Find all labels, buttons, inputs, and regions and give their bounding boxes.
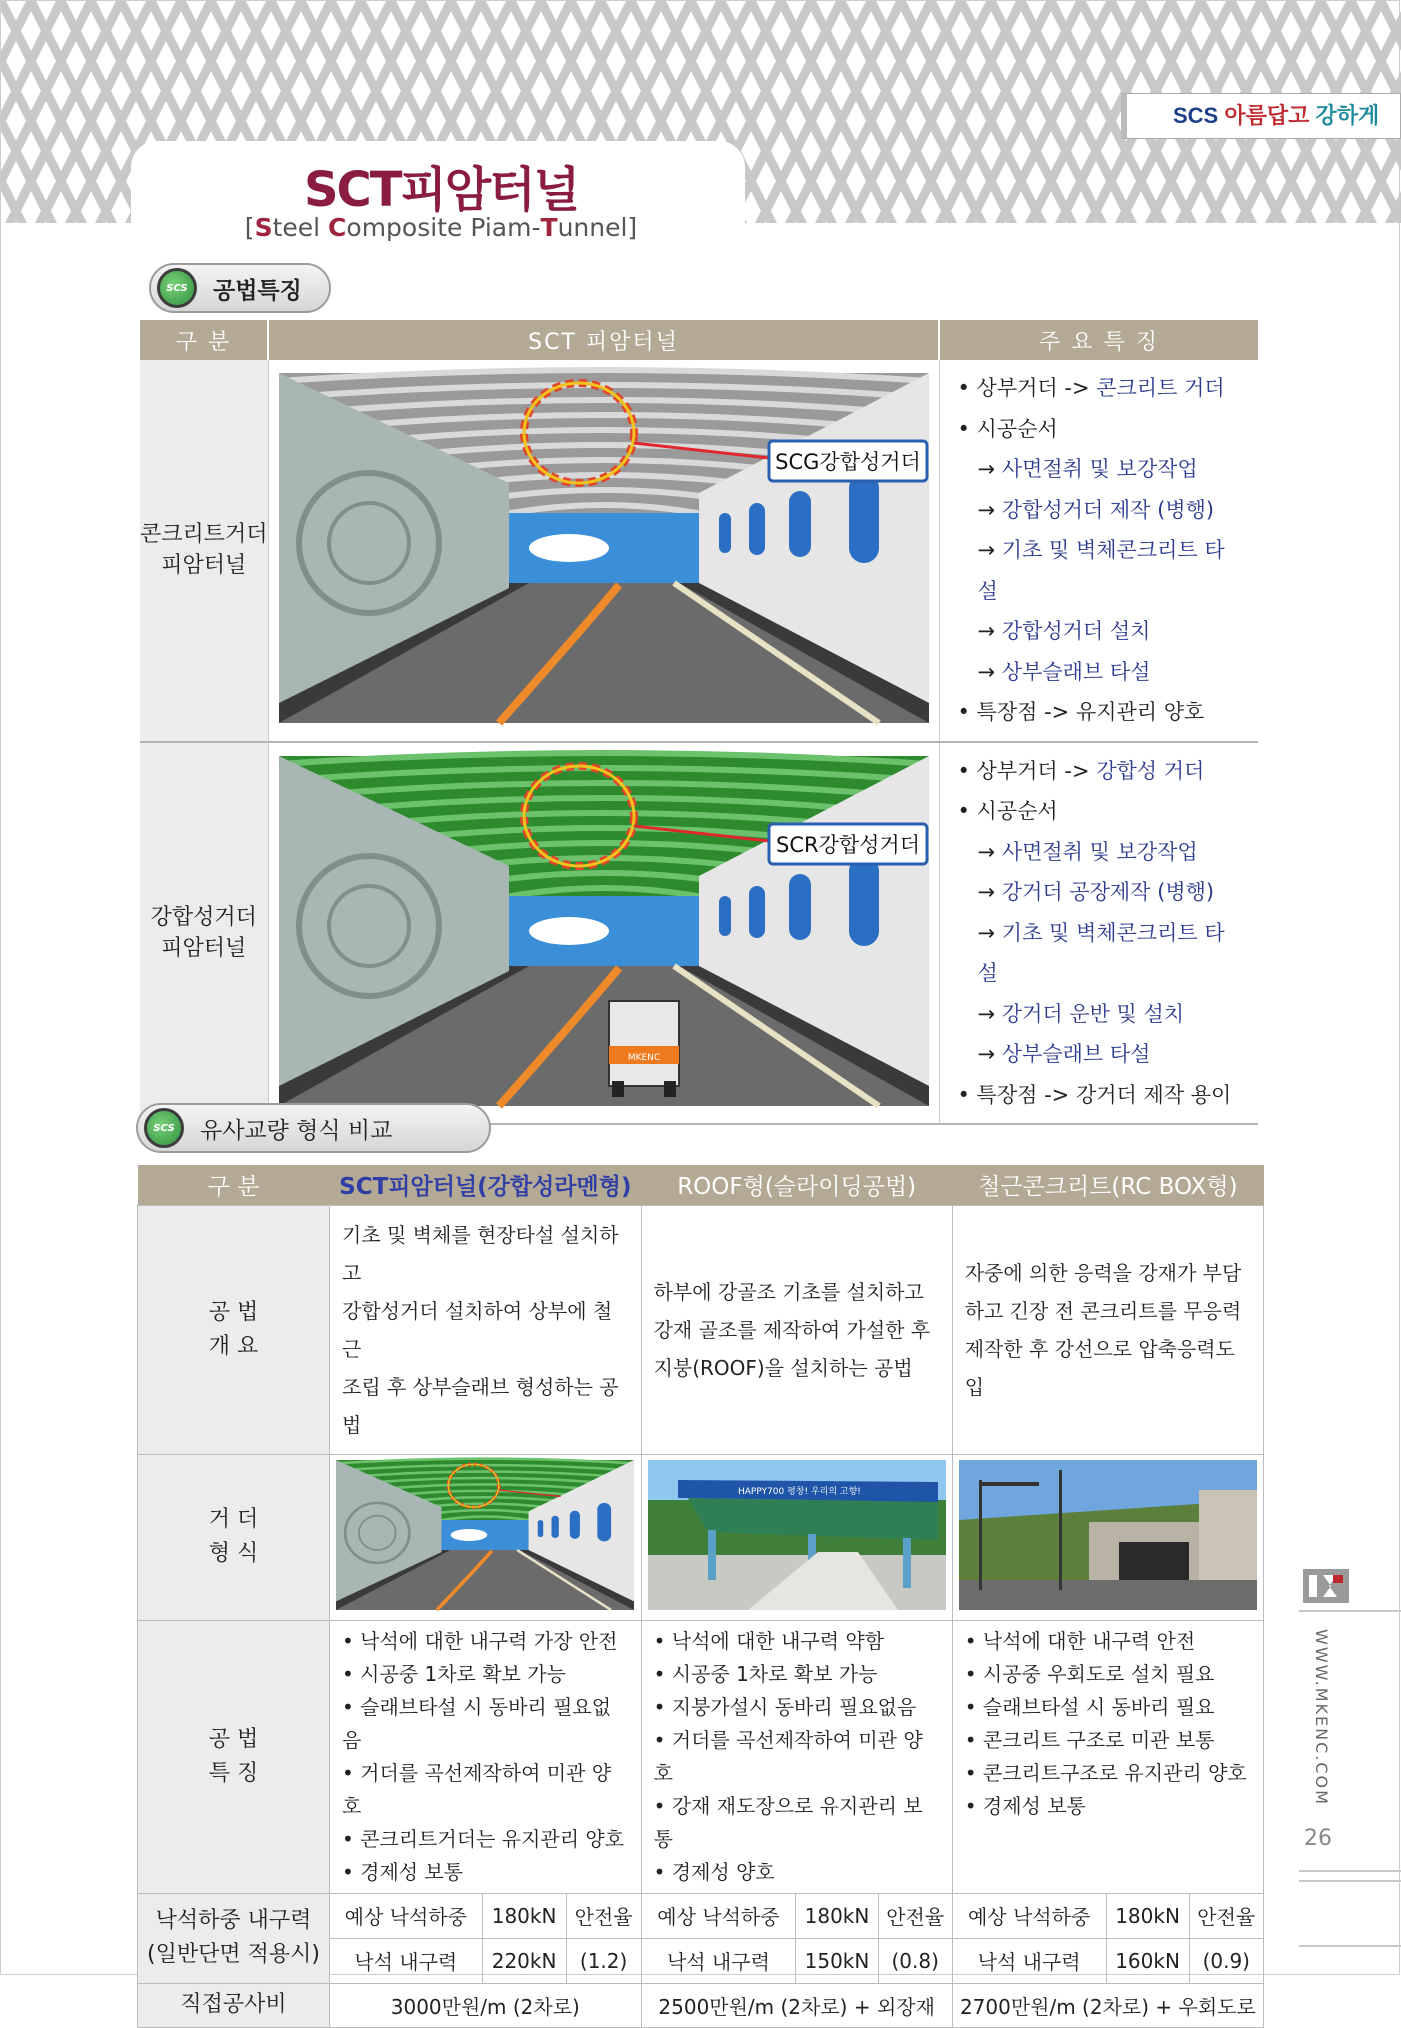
feature-line: → 상부슬래브 타설 (977, 659, 1151, 684)
line: • 시공중 우회도로 설치 필요 (964, 1661, 1215, 1686)
page-title: SCT피암터널 (303, 162, 578, 218)
feature-line: → 강합성거더 제작 (병행) (977, 497, 1215, 522)
line: 강합성거더 설치하여 상부에 철근 (342, 1298, 613, 1361)
row-label: 직접공사비 (138, 1983, 330, 2027)
scs-logo-icon: SCS (144, 1108, 184, 1148)
line: • 경제성 보통 (342, 1859, 464, 1884)
cost-cell: 2700만원/m (2차로) + 우회도로 (952, 1983, 1263, 2027)
arch-window (849, 473, 879, 563)
cell: 180kN (1106, 1893, 1189, 1938)
section-label-features (149, 263, 331, 313)
section-label-comparison (136, 1103, 491, 1153)
tunnel-illustration-concrete (268, 360, 939, 742)
arch-window (789, 491, 811, 557)
features-table (140, 320, 1258, 1125)
arch-window (719, 513, 731, 553)
cell: 안전율 (566, 1893, 641, 1938)
arch-window (789, 874, 811, 940)
truck (609, 1001, 679, 1086)
girder-type-row (138, 1454, 1264, 1620)
line: 자중에 의한 응력을 강재가 부담 (964, 1260, 1242, 1285)
line: 강재 골조를 제작하여 가설한 후 (653, 1317, 931, 1342)
feature-line: • 시공순서 (957, 799, 1058, 823)
page-number: 26 (1304, 1826, 1332, 1851)
line: 하부에 강골조 기초를 설치하고 (653, 1279, 924, 1304)
features-cell (330, 1620, 642, 1893)
cell: 150kN (796, 1938, 878, 1983)
cost-row (138, 1983, 1264, 2027)
line: 하고 긴장 전 콘크리트를 무응력 (964, 1298, 1242, 1323)
line: • 낙석에 대한 내구력 가장 안전 (342, 1628, 618, 1653)
method-features-row (138, 1620, 1264, 1893)
scs-logo-icon: SCS (157, 268, 197, 308)
feature-line: • 특장점 -> 유지관리 양호 (957, 700, 1205, 724)
line: • 낙석에 대한 내구력 약함 (653, 1628, 885, 1653)
subtitle-part: teel (272, 213, 329, 242)
truck-label: MKENC (627, 1052, 660, 1063)
line: • 거더를 곡선제작하여 미관 양호 (653, 1727, 923, 1785)
comparison-table (137, 1165, 1264, 2028)
row-category: 콘크리트거더 피암터널 (140, 360, 268, 742)
table-row (140, 360, 1258, 742)
features-cell (952, 1620, 1263, 1893)
cell: 180kN (796, 1893, 878, 1938)
overview-cell (330, 1205, 642, 1454)
feature-line: → 강거더 공장제작 (병행) (977, 880, 1215, 904)
cell: (0.9) (1189, 1938, 1263, 1983)
roof-photo (641, 1454, 952, 1620)
line: 조립 후 상부슬래브 형성하는 공법 (342, 1374, 619, 1437)
col-header-sct: SCT피암터널(강합성라멘형) (330, 1165, 642, 1205)
feature-line: → 강거더 운반 및 설치 (977, 1001, 1185, 1026)
cell: (1.2) (566, 1938, 641, 1983)
rcbox-tunnel-photo (959, 1460, 1257, 1610)
feature-line: • 상부거더 -> 강합성 거더 (957, 758, 1205, 783)
col-header-roof: ROOF형(슬라이딩공법) (641, 1165, 952, 1205)
section-title: 유사교량 형식 비교 (200, 1117, 393, 1144)
subtitle-part: omposite Piam- (346, 213, 541, 242)
col-header-tunnel: SCT 피암터널 (268, 320, 939, 360)
cell: 180kN (482, 1893, 566, 1938)
sct-photo (330, 1454, 642, 1620)
line: • 낙석에 대한 내구력 안전 (964, 1628, 1196, 1653)
arch-window (849, 856, 879, 946)
cell: 예상 낙석하중 (641, 1893, 796, 1938)
feature-list (939, 360, 1258, 742)
feature-line: → 기초 및 벽체콘크리트 타설 (977, 538, 1225, 603)
cell: 안전율 (1189, 1893, 1263, 1938)
line: • 콘크리트거더는 유지관리 양호 (342, 1826, 625, 1851)
cell: (0.8) (878, 1938, 952, 1983)
roof-structure-photo (648, 1460, 946, 1610)
subtitle-part: S (254, 213, 273, 242)
cell: 예상 낙석하중 (952, 1893, 1106, 1938)
row-label: 낙석하중 내구력 (일반단면 적용시) (138, 1893, 330, 1983)
feature-line: → 상부슬래브 타설 (977, 1042, 1151, 1066)
feature-line: • 시공순서 (957, 416, 1058, 441)
arch-window (749, 886, 765, 938)
line: • 거더를 곡선제작하여 미관 양호 (342, 1760, 612, 1818)
overview-cell (952, 1205, 1263, 1454)
subtitle-part: [ (244, 213, 255, 242)
feature-list (939, 742, 1258, 1125)
features-cell (641, 1620, 952, 1893)
tunnel-illustration-steel (268, 742, 939, 1125)
rcbox-photo (952, 1454, 1263, 1620)
overview-row (138, 1205, 1264, 1454)
roof-banner-text: HAPPY700 평창! 우리의 고향! (737, 1486, 861, 1497)
feature-line: → 강합성거더 설치 (977, 619, 1151, 643)
arch-window (749, 503, 765, 555)
col-header-rcbox: 철근콘크리트(RC BOX형) (952, 1165, 1263, 1205)
mkenc-logo-icon (1303, 1569, 1349, 1603)
cell: 낙석 내구력 (330, 1938, 483, 1983)
subtitle-part: C (328, 213, 347, 242)
cell: 안전율 (878, 1893, 952, 1938)
line: • 강재 재도장으로 유지관리 보통 (653, 1793, 923, 1851)
table-row (140, 742, 1258, 1125)
line: • 콘크리트 구조로 미관 보통 (964, 1727, 1215, 1752)
cell: 220kN (482, 1938, 566, 1983)
line: • 지붕가설시 동바리 필요없음 (653, 1694, 917, 1719)
line: • 콘크리트구조로 유지관리 양호 (964, 1760, 1247, 1785)
line: • 슬래브타설 시 동바리 필요 (964, 1694, 1215, 1719)
load-row-expected (138, 1893, 1264, 1938)
cost-cell: 3000만원/m (2차로) (330, 1983, 642, 2027)
feature-line: → 기초 및 벽체콘크리트 타설 (977, 920, 1225, 985)
arch-window (597, 1502, 611, 1541)
row-label: 공 법 특 징 (138, 1620, 330, 1893)
callout-label: SCR강합성거더 (775, 832, 920, 857)
cell: 예상 낙석하중 (330, 1893, 483, 1938)
row-category: 강합성거더 피암터널 (140, 742, 268, 1125)
feature-line: → 사면절취 및 보강작업 (977, 839, 1198, 864)
arch-window (538, 1520, 544, 1537)
feature-line: → 사면절취 및 보강작업 (977, 457, 1198, 481)
row-label: 공 법 개 요 (138, 1205, 330, 1454)
line: • 슬래브타설 시 동바리 필요없음 (342, 1694, 612, 1752)
cell: 160kN (1106, 1938, 1189, 1983)
line: • 시공중 1차로 확보 가능 (342, 1661, 566, 1686)
feature-line: • 특장점 -> 강거더 제작 용이 (957, 1082, 1232, 1107)
line: 지붕(ROOF)을 설치하는 공법 (653, 1355, 913, 1380)
line: 기초 및 벽체를 현장타설 설치하고 (342, 1222, 619, 1285)
callout-label: SCG강합성거더 (774, 450, 921, 475)
arch-window (570, 1510, 580, 1538)
subtitle-part: unnel] (557, 213, 638, 242)
line: • 경제성 보통 (964, 1793, 1086, 1818)
subtitle-part: T (540, 213, 558, 242)
brand-slogan: SCS 아름답고 강하게 (1121, 93, 1401, 139)
overview-cell (641, 1205, 952, 1454)
line: • 경제성 양호 (653, 1859, 775, 1884)
section-title: 공법특징 (213, 277, 302, 304)
arch-window (551, 1515, 558, 1537)
col-header-features: 주 요 특 징 (939, 320, 1258, 360)
page-subtitle (201, 213, 681, 242)
line: • 시공중 1차로 확보 가능 (653, 1661, 878, 1686)
line: 제작한 후 강선으로 압축응력도입 (964, 1336, 1235, 1399)
row-label: 거 더 형 식 (138, 1454, 330, 1620)
cost-cell: 2500만원/m (2차로) + 외장재 (641, 1983, 952, 2027)
cell: 낙석 내구력 (641, 1938, 796, 1983)
cell: 낙석 내구력 (952, 1938, 1106, 1983)
website-url: WWW.MKENC.COM (1312, 1629, 1331, 1806)
col-header-category: 구 분 (140, 320, 268, 360)
arch-window (719, 896, 731, 936)
feature-line: • 상부거더 -> 콘크리트 거더 (957, 376, 1225, 400)
col-header-category: 구 분 (138, 1165, 330, 1205)
